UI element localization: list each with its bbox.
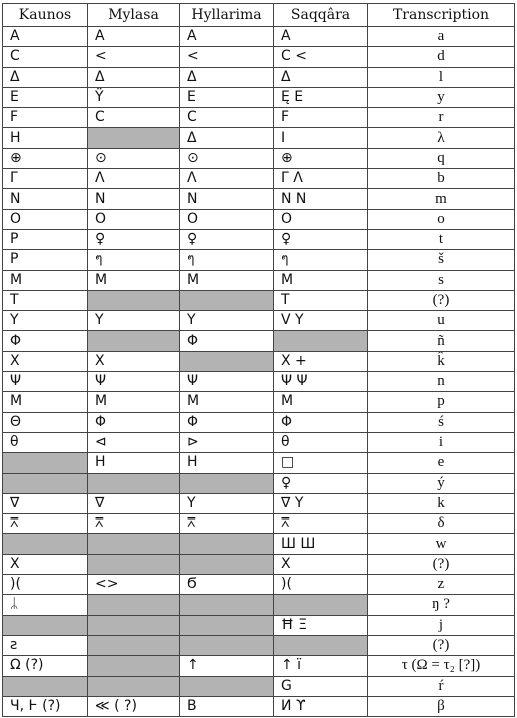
- hyllarima-cell: Δ: [180, 67, 274, 87]
- transcription-cell: i: [368, 432, 515, 452]
- hyllarima-cell: O: [180, 209, 274, 229]
- kaunos-cell: Ω (?): [3, 656, 88, 676]
- mylasa-cell: ∇: [88, 493, 180, 513]
- transcription-cell: u: [368, 311, 515, 331]
- table-row: [3, 372, 515, 392]
- transcription-cell: a: [368, 27, 515, 47]
- kaunos-cell: M: [3, 270, 88, 290]
- kaunos-cell: Γ: [3, 169, 88, 189]
- mylasa-cell: [88, 676, 180, 696]
- transcription-cell: o: [368, 209, 515, 229]
- saqqara-cell: Ħ Ξ: [274, 615, 368, 635]
- hyllarima-cell: B: [180, 696, 274, 716]
- table-row: [3, 696, 515, 716]
- kaunos-cell: H: [3, 128, 88, 148]
- mylasa-cell: [88, 128, 180, 148]
- hyllarima-cell: ⊙: [180, 148, 274, 168]
- header-row: [3, 4, 515, 27]
- column-header-transcription: Transcription: [368, 4, 515, 27]
- hyllarima-cell: [180, 635, 274, 655]
- mylasa-cell: M: [88, 270, 180, 290]
- hyllarima-cell: ⩞: [180, 514, 274, 534]
- table-row: [3, 27, 515, 47]
- transcription-cell: t: [368, 229, 515, 249]
- saqqara-cell: Ν Ν: [274, 189, 368, 209]
- table-row: [3, 554, 515, 574]
- table-row: [3, 290, 515, 310]
- mylasa-cell: Ν: [88, 189, 180, 209]
- kaunos-cell: ⊕: [3, 148, 88, 168]
- transcription-cell: w: [368, 534, 515, 554]
- hyllarima-cell: [180, 351, 274, 371]
- table-row: [3, 514, 515, 534]
- table-row: [3, 595, 515, 615]
- column-header-mylasa: Mylasa: [88, 4, 180, 27]
- saqqara-cell: Ш Ш: [274, 534, 368, 554]
- saqqara-cell: )(: [274, 575, 368, 595]
- transcription-cell: β: [368, 696, 515, 716]
- saqqara-cell: θ: [274, 432, 368, 452]
- saqqara-cell: Γ Λ: [274, 169, 368, 189]
- table-row: [3, 392, 515, 412]
- hyllarima-cell: M: [180, 270, 274, 290]
- saqqara-cell: M: [274, 392, 368, 412]
- hyllarima-cell: [180, 554, 274, 574]
- transcription-cell: τ (Ω = τ₂ [?]): [368, 656, 515, 676]
- kaunos-cell: θ: [3, 432, 88, 452]
- mylasa-cell: Α: [88, 27, 180, 47]
- kaunos-cell: Φ: [3, 331, 88, 351]
- hyllarima-cell: Α: [180, 27, 274, 47]
- transcription-cell: δ: [368, 514, 515, 534]
- mylasa-cell: [88, 331, 180, 351]
- table-body: [3, 27, 515, 717]
- hyllarima-cell: [180, 615, 274, 635]
- kaunos-cell: P: [3, 229, 88, 249]
- kaunos-cell: [3, 453, 88, 473]
- transcription-cell: p: [368, 392, 515, 412]
- mylasa-cell: H: [88, 453, 180, 473]
- kaunos-cell: M: [3, 392, 88, 412]
- mylasa-cell: [88, 554, 180, 574]
- mylasa-cell: ๆ: [88, 250, 180, 270]
- transcription-cell: k: [368, 493, 515, 513]
- hyllarima-cell: Δ: [180, 128, 274, 148]
- mylasa-cell: Φ: [88, 412, 180, 432]
- hyllarima-cell: Ϲ: [180, 108, 274, 128]
- mylasa-cell: [88, 290, 180, 310]
- saqqara-cell: Ͷ ϒ: [274, 696, 368, 716]
- saqqara-cell: Ψ Ψ: [274, 372, 368, 392]
- hyllarima-cell: Φ: [180, 331, 274, 351]
- hyllarima-cell: ⊳: [180, 432, 274, 452]
- kaunos-cell: F: [3, 108, 88, 128]
- mylasa-cell: Λ: [88, 169, 180, 189]
- carian-alphabet-table: [2, 3, 515, 717]
- transcription-cell: š: [368, 250, 515, 270]
- saqqara-cell: ๆ: [274, 250, 368, 270]
- mylasa-cell: Ϲ: [88, 108, 180, 128]
- column-header-kaunos: Kaunos: [3, 4, 88, 27]
- transcription-cell: ñ: [368, 331, 515, 351]
- mylasa-cell: [88, 615, 180, 635]
- kaunos-cell: Ρ: [3, 250, 88, 270]
- saqqara-cell: [274, 635, 368, 655]
- transcription-cell: ŕ: [368, 676, 515, 696]
- hyllarima-cell: [180, 595, 274, 615]
- transcription-cell: d: [368, 47, 515, 67]
- transcription-cell: q: [368, 148, 515, 168]
- transcription-cell: s: [368, 270, 515, 290]
- mylasa-cell: <: [88, 47, 180, 67]
- transcription-cell: r: [368, 108, 515, 128]
- saqqara-cell: F: [274, 108, 368, 128]
- hyllarima-cell: M: [180, 392, 274, 412]
- transcription-cell: k̂: [368, 351, 515, 371]
- table-row: [3, 412, 515, 432]
- kaunos-cell: Ψ: [3, 372, 88, 392]
- saqqara-cell: ↑ ï: [274, 656, 368, 676]
- kaunos-cell: E: [3, 87, 88, 107]
- mylasa-cell: Y: [88, 311, 180, 331]
- table-row: [3, 473, 515, 493]
- mylasa-cell: O: [88, 209, 180, 229]
- mylasa-cell: X: [88, 351, 180, 371]
- table-row: [3, 453, 515, 473]
- transcription-cell: l: [368, 67, 515, 87]
- mylasa-cell: [88, 534, 180, 554]
- mylasa-cell: ♀: [88, 229, 180, 249]
- table-row: [3, 534, 515, 554]
- saqqara-cell: Δ: [274, 67, 368, 87]
- kaunos-cell: ∇: [3, 493, 88, 513]
- table-row: [3, 47, 515, 67]
- transcription-cell: n: [368, 372, 515, 392]
- saqqara-cell: M: [274, 270, 368, 290]
- hyllarima-cell: [180, 290, 274, 310]
- table-row: [3, 351, 515, 371]
- saqqara-cell: ⊕: [274, 148, 368, 168]
- hyllarima-cell: [180, 473, 274, 493]
- table-row: [3, 311, 515, 331]
- kaunos-cell: X: [3, 554, 88, 574]
- kaunos-cell: X: [3, 351, 88, 371]
- table-row: [3, 493, 515, 513]
- kaunos-cell: ᛦ: [3, 595, 88, 615]
- table-row: [3, 676, 515, 696]
- kaunos-cell: ƨ: [3, 635, 88, 655]
- transcription-cell: y: [368, 87, 515, 107]
- hyllarima-cell: ↑: [180, 656, 274, 676]
- saqqara-cell: Α: [274, 27, 368, 47]
- mylasa-cell: <>: [88, 575, 180, 595]
- kaunos-cell: O: [3, 209, 88, 229]
- transcription-cell: ý: [368, 473, 515, 493]
- kaunos-cell: [3, 473, 88, 493]
- kaunos-cell: [3, 615, 88, 635]
- saqqara-cell: I: [274, 128, 368, 148]
- transcription-cell: e: [368, 453, 515, 473]
- kaunos-cell: Α: [3, 27, 88, 47]
- transcription-cell: z: [368, 575, 515, 595]
- transcription-cell: (?): [368, 290, 515, 310]
- table-row: [3, 432, 515, 452]
- saqqara-cell: Ę E: [274, 87, 368, 107]
- kaunos-cell: [3, 676, 88, 696]
- kaunos-cell: )(: [3, 575, 88, 595]
- table-row: [3, 67, 515, 87]
- hyllarima-cell: ♀: [180, 229, 274, 249]
- saqqara-cell: ⩞: [274, 514, 368, 534]
- hyllarima-cell: H: [180, 453, 274, 473]
- saqqara-cell: ∇ Y: [274, 493, 368, 513]
- hyllarima-cell: Λ: [180, 169, 274, 189]
- transcription-cell: (?): [368, 635, 515, 655]
- transcription-cell: λ: [368, 128, 515, 148]
- column-header-saqqara: Saqqâra: [274, 4, 368, 27]
- saqqara-cell: G: [274, 676, 368, 696]
- saqqara-cell: ♀: [274, 473, 368, 493]
- mylasa-cell: Ϋ: [88, 87, 180, 107]
- hyllarima-cell: ๆ: [180, 250, 274, 270]
- table-row: [3, 615, 515, 635]
- transcription-cell: m: [368, 189, 515, 209]
- saqqara-cell: X +: [274, 351, 368, 371]
- table-row: [3, 250, 515, 270]
- table-row: [3, 209, 515, 229]
- hyllarima-cell: Ψ: [180, 372, 274, 392]
- table-row: [3, 331, 515, 351]
- kaunos-cell: Ч, Ͱ (?): [3, 696, 88, 716]
- saqqara-cell: [274, 331, 368, 351]
- mylasa-cell: ⩞: [88, 514, 180, 534]
- kaunos-cell: [3, 534, 88, 554]
- transcription-cell: b: [368, 169, 515, 189]
- mylasa-cell: M: [88, 392, 180, 412]
- saqqara-cell: V Y: [274, 311, 368, 331]
- kaunos-cell: Ν: [3, 189, 88, 209]
- saqqara-cell: X: [274, 554, 368, 574]
- hyllarima-cell: Y: [180, 311, 274, 331]
- transcription-cell: j: [368, 615, 515, 635]
- mylasa-cell: [88, 635, 180, 655]
- table-row: [3, 575, 515, 595]
- hyllarima-cell: Ϭ: [180, 575, 274, 595]
- table-row: [3, 270, 515, 290]
- kaunos-cell: C: [3, 47, 88, 67]
- hyllarima-cell: Ν: [180, 189, 274, 209]
- hyllarima-cell: E: [180, 87, 274, 107]
- mylasa-cell: [88, 473, 180, 493]
- saqqara-cell: [274, 595, 368, 615]
- hyllarima-cell: [180, 676, 274, 696]
- table-row: [3, 189, 515, 209]
- kaunos-cell: Y: [3, 311, 88, 331]
- saqqara-cell: C <: [274, 47, 368, 67]
- hyllarima-cell: [180, 534, 274, 554]
- table-row: [3, 148, 515, 168]
- transcription-cell: ś: [368, 412, 515, 432]
- saqqara-cell: Φ: [274, 412, 368, 432]
- transcription-cell: ŋ ?: [368, 595, 515, 615]
- table-row: [3, 229, 515, 249]
- saqqara-cell: □: [274, 453, 368, 473]
- kaunos-cell: Θ: [3, 412, 88, 432]
- table-row: [3, 635, 515, 655]
- transcription-cell: (?): [368, 554, 515, 574]
- column-header-hyllarima: Hyllarima: [180, 4, 274, 27]
- table-row: [3, 656, 515, 676]
- mylasa-cell: ⊙: [88, 148, 180, 168]
- table-row: [3, 169, 515, 189]
- mylasa-cell: Δ: [88, 67, 180, 87]
- saqqara-cell: T: [274, 290, 368, 310]
- kaunos-cell: T: [3, 290, 88, 310]
- saqqara-cell: O: [274, 209, 368, 229]
- mylasa-cell: [88, 595, 180, 615]
- mylasa-cell: [88, 656, 180, 676]
- table-row: [3, 108, 515, 128]
- mylasa-cell: ≪ ( ?): [88, 696, 180, 716]
- table-row: [3, 87, 515, 107]
- saqqara-cell: ♀: [274, 229, 368, 249]
- hyllarima-cell: Y: [180, 493, 274, 513]
- mylasa-cell: Ψ: [88, 372, 180, 392]
- hyllarima-cell: <: [180, 47, 274, 67]
- table-row: [3, 128, 515, 148]
- kaunos-cell: Δ: [3, 67, 88, 87]
- hyllarima-cell: Φ: [180, 412, 274, 432]
- mylasa-cell: ⊲: [88, 432, 180, 452]
- kaunos-cell: ⩞: [3, 514, 88, 534]
